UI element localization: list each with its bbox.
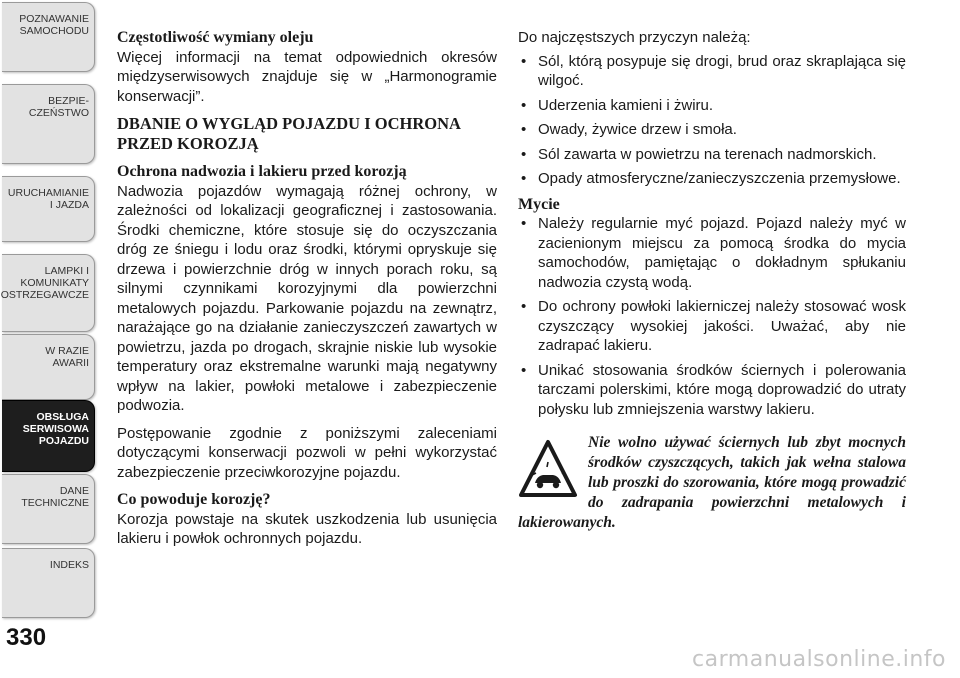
list-item: • Sól zawarta w powietrzu na terenach nadmorskich. (518, 145, 906, 165)
tab-label: DANE TECHNICZNE (21, 485, 89, 509)
tab-obsluga-serwisowa[interactable] (2, 400, 95, 472)
tab-label: INDEKS (49, 559, 89, 571)
right-column (518, 28, 906, 533)
tab-poznawanie-samochodu[interactable] (2, 2, 95, 72)
warning-box (518, 433, 906, 533)
page-number: 330 (6, 624, 47, 651)
tab-label: BEZPIE- CZEŃSTWO (28, 95, 89, 119)
chapter-sidebar (0, 0, 100, 678)
list-item: • Unikać stosowania środków ściernych i polerowania tarczami polerskimi, które mogą doprowadzić do utraty połysku lub zmniejszenia warstwy lakieru. (518, 361, 906, 420)
causes-list (518, 52, 906, 189)
warning-text: Nie wolno używać ściernych lub zbyt mocnych środków czyszczących, takich jak wełna stalowa lub proszki do szorowania, które mogą prowadzić do zadrapania powierzchni metalowych i lakierowanych. (518, 434, 906, 531)
list-item: • Opady atmosferyczne/zanieczyszczenia przemysłowe. (518, 169, 906, 189)
tab-label: URUCHAMIANIE I JAZDA (7, 187, 89, 211)
tab-w-razie-awarii[interactable] (2, 334, 95, 400)
tab-lampki-i-komunikaty[interactable] (2, 254, 95, 332)
list-item: • Uderzenia kamieni i żwiru. (518, 96, 906, 116)
body-protection-heading: Ochrona nadwozia i lakieru przed korozją (117, 163, 407, 180)
list-item: • Należy regularnie myć pojazd. Pojazd należy myć w zacienionym miejscu za pomocą środka do mycia samochodów, pamiętając o dokładnym spłukaniu nadwozia czystą wodą. (518, 214, 906, 292)
body-protection-text: Nadwozia pojazdów wymagają różnej ochrony, w zależności od lokalizacji geograficznej i zastosowania. Środki chemiczne, które stosuje się do oczyszczania dróg ze śniegu i lodu oraz środki, którymi opryskuje się drzewa i powierzchnie dróg w innych porach roku, są silnymi czynnikami korozyjnymi dla powierzchni metalowych pojazdu. Parkowanie pojazdu na zewnątrz, narażające go na działanie zanieczyszczeń zawartych w powietrzu, jazda po drogach, skrajnie niskie lub wysokie temperatury oraz ekstremalne warunki mają negatywny wpływ na lakier, powłoki metalowe i zabezpieczenie podwozia. (117, 182, 497, 414)
tab-label: POZNAWANIE SAMOCHODU (19, 13, 89, 37)
tab-label: LAMPKI I KOMUNIKATY OSTRZEGAWCZE (0, 265, 89, 301)
corrosion-cause-heading: Co powoduje korozję? (117, 491, 271, 508)
tab-bezpieczenstwo[interactable] (2, 84, 95, 164)
section-heading: DBANIE O WYGLĄD POJAZDU I OCHRONA PRZED KOROZJĄ (117, 114, 461, 153)
oil-change-heading: Częstotliwość wymiany oleju (117, 29, 314, 46)
list-item: • Do ochrony powłoki lakierniczej należy stosować wosk czyszczący wysokiej jakości. Uważać, aby nie zadrapać lakieru. (518, 297, 906, 356)
causes-intro: Do najczęstszych przyczyn należą: (518, 29, 751, 46)
list-item: • Owady, żywice drzew i smoła. (518, 120, 906, 140)
oil-change-text: Więcej informacji na temat odpowiednich okresów międzyserwisowych znajduje się w „Harmonogramie konserwacji”. (117, 48, 497, 105)
tab-label: OBSŁUGA SERWISOWA POJAZDU (22, 411, 89, 447)
tab-indeks[interactable] (2, 548, 95, 618)
washing-heading: Mycie (518, 195, 560, 213)
recommendation-text: Postępowanie zgodnie z poniższymi zaleceniami dotyczącymi konserwacji pozwoli w pełni wykorzystać zabezpieczenie przeciwkorozyjne pojazdu. (117, 424, 497, 481)
left-column (117, 28, 497, 557)
watermark: carmanualsonline.info (692, 647, 946, 672)
tab-label: W RAZIE AWARII (45, 345, 89, 369)
warning-triangle-icon (518, 439, 578, 499)
washing-list (518, 214, 906, 419)
tab-dane-techniczne[interactable] (2, 474, 95, 544)
corrosion-cause-text: Korozja powstaje na skutek uszkodzenia lub usunięcia lakieru i powłok ochronnych pojazdu. (117, 510, 497, 547)
list-item: • Sól, którą posypuje się drogi, brud oraz skraplająca się wilgoć. (518, 52, 906, 91)
tab-uruchamianie-i-jazda[interactable] (2, 176, 95, 242)
